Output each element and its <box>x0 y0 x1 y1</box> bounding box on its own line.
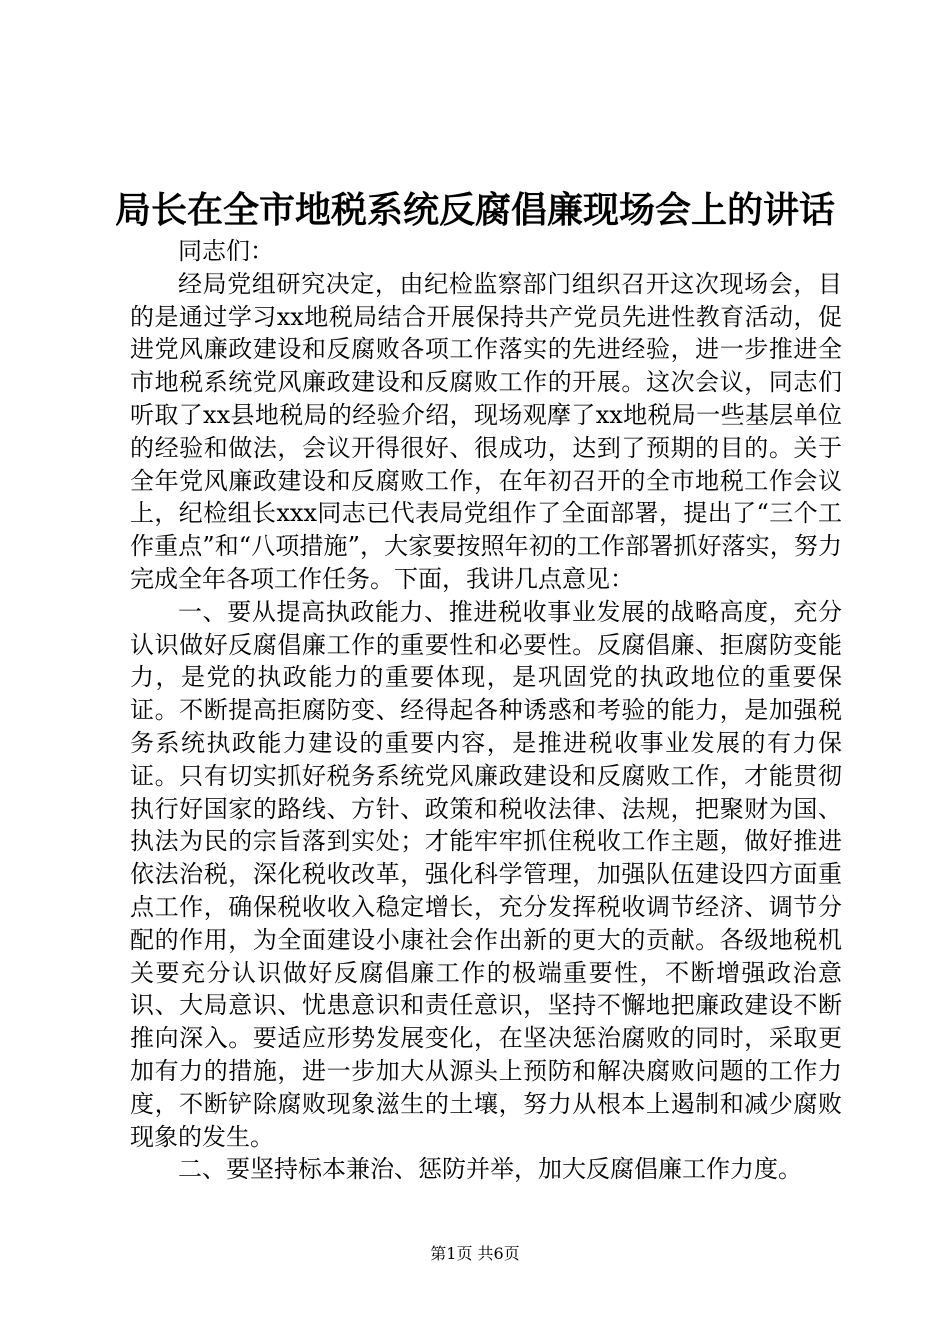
paragraph-section-two: 二、要坚持标本兼治、惩防并举，加大反腐倡廉工作力度。 <box>178 1155 802 1184</box>
paragraph-section-one: 一、要从提高执政能力、推进税收事业发展的战略高度，充分认识做好反腐倡廉工作的重要性和必要性。反腐倡廉、拒腐防变能力，是党的执政能力的重要体现，是巩固党的执政地位的重要保证。不断提高拒腐防变、经得起各种诱惑和考验的能力，是加强税务系统执政能力建设的重要内容，是推进税收事业发展的有力保证。只有切实抓好税务系统党风廉政建设和反腐败工作，才能贯彻执行好国家的路线、方针、政策和税收法律、法规，把聚财为国、执法为民的宗旨落到实处；才能牢牢抓住税收工作主题，做好推进依法治税，深化税收改革，强化科学管理，加强队伍建设四方面重点工作，确保税收收入稳定增长，充分发挥税收调节经济、调节分配的作用，为全面建设小康社会作出新的更大的贡献。各级地税机关要充分认识做好反腐倡廉工作的极端重要性，不断增强政治意识、大局意识、忧患意识和责任意识，坚持不懈地把廉政建设不断推向深入。要适应形势发展变化，在坚决惩治腐败的同时，采取更加有力的措施，进一步加大从源头上预防和解决腐败问题的工作力度，不断铲除腐败现象滋生的土壤，努力从根本上遏制和减少腐败现象的发生。 <box>130 597 842 1151</box>
salutation: 同志们： <box>178 237 274 265</box>
document-body <box>130 235 842 1186</box>
page-number-footer: 第1页 共6页 <box>430 1244 520 1263</box>
document-title: 局长在全市地税系统反腐倡廉现场会上的讲话 <box>114 189 835 231</box>
paragraph-intro: 经局党组研究决定，由纪检监察部门组织召开这次现场会，目的是通过学习xx地税局结合开展保持共产党员先进性教育活动，促进党风廉政建设和反腐败各项工作落实的先进经验，进一步推进全市地税系统党风廉政建设和反腐败工作的开展。这次会议，同志们听取了xx县地税局的经验介绍，现场观摩了xx地税局一些基层单位的经验和做法，会议开得很好、很成功，达到了预期的目的。关于全年党风廉政建设和反腐败工作，在年初召开的全市地税工作会议上，纪检组长xxx同志已代表局党组作了全面部署，提出了“三个工作重点”和“八项措施”，大家要按照年初的工作部署抓好落实，努力完成全年各项工作任务。下面，我讲几点意见： <box>130 269 842 593</box>
